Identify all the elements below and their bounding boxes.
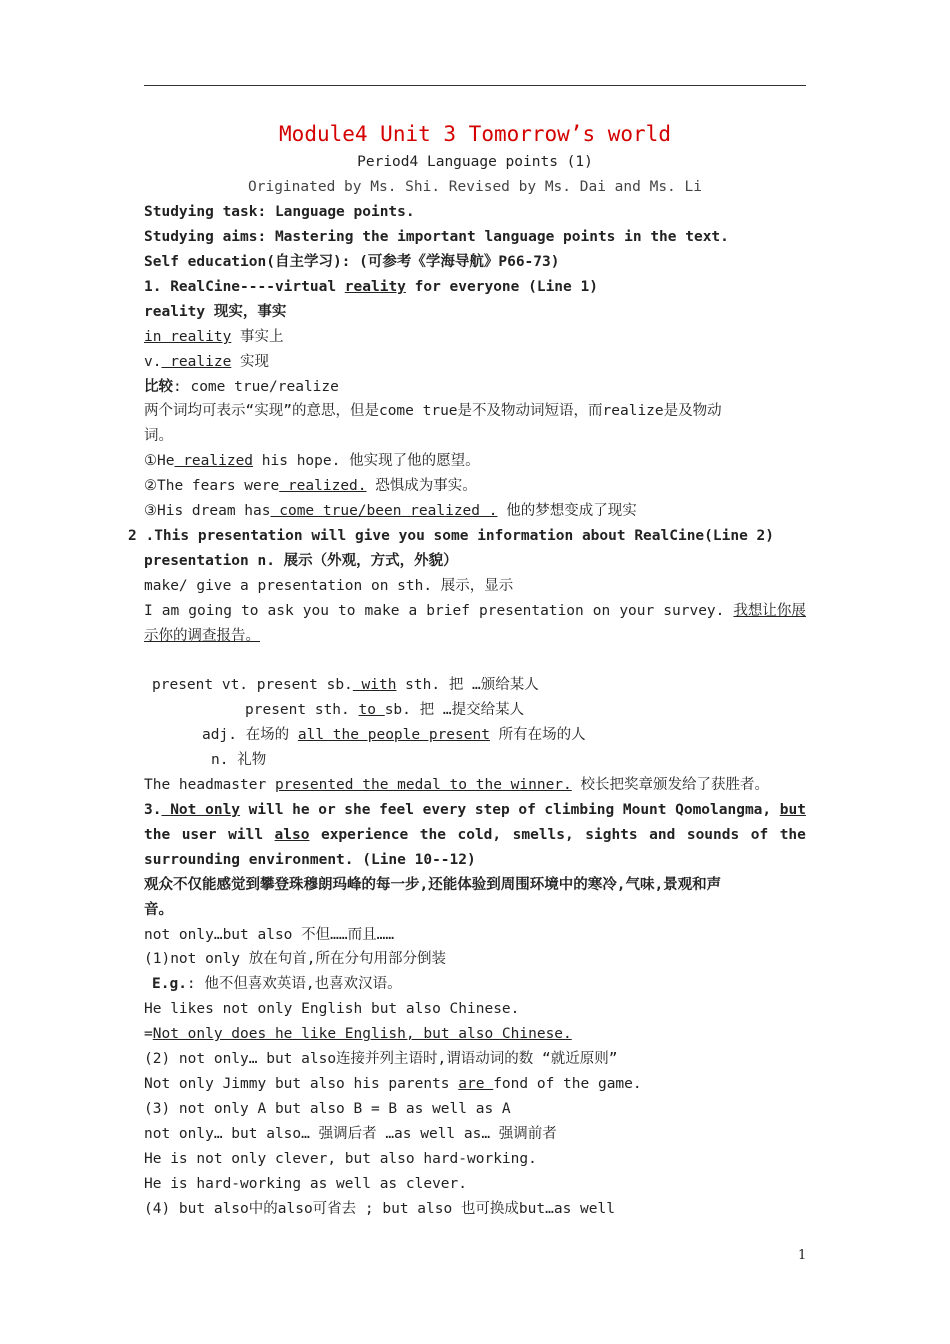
item3-eg-english: He likes not only English but also Chinese. [144,1001,520,1017]
item1-heading: 1. RealCine----virtual reality for everyone (Line 1) [144,279,598,295]
item3-point-3: (3) not only A but also B = B as well as A [144,1101,511,1117]
page-number: 1 [798,1248,807,1263]
item1-word: reality 现实，事实 [144,304,287,320]
period-subtitle: Period4 Language points (1) [357,154,593,170]
item2-example-translation: 示你的调查报告。 [144,628,260,644]
item3-point-4: (4) but also中的also可省去 ; but also 也可换成but…as well [144,1201,615,1217]
item2-phrase: make/ give a presentation on sth. 展示，显示 [144,578,514,594]
item3-translation-cont: 音。 [144,902,173,918]
item3-point-3-emphasis: not only… but also… 强调后者 …as well as… 强调前者 [144,1126,557,1142]
item1-compare: 比较: come true/realize [144,379,339,395]
item2-word: presentation n. 展示（外观，方式，外貌） [144,553,458,569]
item1-example-2: ②The fears were realized. 恐惧成为事实。 [144,478,477,494]
item2-present-verb-2: present sth. to sb. 把 …提交给某人 [245,702,525,718]
item3-point-3-example-1: He is not only clever, but also hard-working. [144,1151,537,1167]
item3-point-1: (1)not only 放在句首,所在分句用部分倒装 [144,951,446,967]
item2-present-verb: present vt. present sb. with sth. 把 …颁给某人 [152,677,539,693]
item1-example-1: ①He realized his hope. 他实现了他的愿望。 [144,453,480,469]
item1-phrase: in reality 事实上 [144,329,284,345]
item3-phrase: not only…but also 不但……而且…… [144,927,395,943]
item2-present-adj: adj. 在场的 all the people present 所有在场的人 [202,727,586,743]
item2-headmaster-example: The headmaster presented the medal to the winner. 校长把奖章颁发给了获胜者。 [144,777,769,793]
item3-heading-3: surrounding environment. (Line 10--12) [144,852,476,868]
page-title: Module4 Unit 3 Tomorrow’s world [279,122,671,146]
item1-example-3: ③His dream has come true/been realized . 他的梦想变成了现实 [144,503,637,519]
header-rule [144,85,806,86]
item1-explanation: 两个词均可表示“实现”的意思，但是come true是不及物动词短语，而realize是及物动 [144,403,722,419]
item3-point-2-example: Not only Jimmy but also his parents are fond of the game. [144,1076,642,1092]
studying-task: Studying task: Language points. [144,204,415,220]
item1-verb: v. realize 实现 [144,354,270,370]
item2-example: I am going to ask you to make a brief presentation on your survey. 我想让你展 [144,603,806,619]
item3-eg: E.g.: 他不但喜欢英语,也喜欢汉语。 [152,976,402,992]
item3-point-3-example-2: He is hard-working as well as clever. [144,1176,468,1192]
item3-heading-1: 3. Not only will he or she feel every step of climbing Mount Qomolangma, but [144,802,806,818]
item2-present-noun: n. 礼物 [211,752,267,768]
studying-aims: Studying aims: Mastering the important language points in the text. [144,229,729,245]
item3-point-2: (2) not only… but also连接并列主语时,谓语动词的数 “就近原则” [144,1051,618,1067]
item3-eg-inversion: =Not only does he like English, but also Chinese. [144,1026,572,1042]
item2-heading: 2 .This presentation will give you some information about RealCine(Line 2) [128,528,775,544]
authors-line: Originated by Ms. Shi. Revised by Ms. Dai and Ms. Li [248,179,702,195]
item3-heading-2: the user will also experience the cold, smells, sights and sounds of the [144,827,806,843]
self-education: Self education(自主学习): (可参考《学海导航》P66-73) [144,254,560,270]
item1-explanation-cont: 词。 [144,428,173,444]
item3-translation: 观众不仅能感觉到攀登珠穆朗玛峰的每一步,还能体验到周围环境中的寒冷,气味,景观和声 [144,877,722,893]
